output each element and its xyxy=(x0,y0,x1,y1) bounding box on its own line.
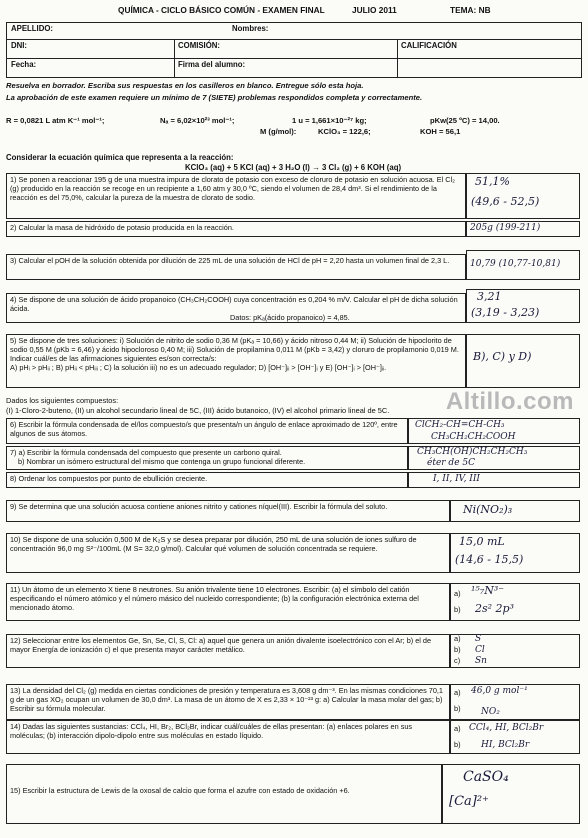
answer-15: CaSO₄ xyxy=(463,769,509,785)
question-10: 10) Se dispone de una solución 0,500 M de K₂S y se desea preparar por dilución, 250 mL de una solución de iones sulfuro de concentración 96,0 mg S²⁻/100mL (M S= 32,0 g/mol). Calcular qué volumen de solución concentrada se requiere. xyxy=(6,533,450,573)
question-4 xyxy=(6,293,466,323)
answer-box-8[interactable] xyxy=(408,472,580,488)
answer-13a: 46,0 g mol⁻¹ xyxy=(471,686,528,696)
answer-box-12[interactable] xyxy=(450,634,580,668)
label-b-12: b) xyxy=(454,645,461,654)
answer-8: I, II, IV, III xyxy=(433,474,480,484)
constant-r: R = 0,0821 L atm K⁻¹ mol⁻¹; xyxy=(6,116,105,125)
row-apellido xyxy=(7,23,581,40)
answer-box-1[interactable] xyxy=(466,173,580,219)
question-3: 3) Calcular el pOH de la solución obtenida por dilución de 225 mL de una solución de HCl de pH = 2,20 hasta un volumen final de 2,3 L. xyxy=(6,254,466,280)
question-11: 11) Un átomo de un elemento X tiene 8 neutrones. Su anión trivalente tiene 10 electrones. Escribir: (a) el símbolo del catión especificando el número atómico y el número másico del nucleido correspondiente; (b) la configuración electrónica externa del mencionado átomo. xyxy=(6,583,450,621)
answer-6b: CH₃CH₂CH₂COOH xyxy=(431,432,516,442)
reaction-equation: KClO₃ (aq) + 5 KCl (aq) + 3 H₂O (l) → 3 Cl₂ (g) + 6 KOH (aq) xyxy=(185,163,402,172)
constant-u: 1 u = 1,661×10⁻²⁷ kg; xyxy=(292,116,367,125)
answer-5: B), C) y D) xyxy=(473,350,532,363)
question-2: 2) Calcular la masa de hidróxido de potasio producida en la reacción. xyxy=(6,221,466,237)
student-info-grid xyxy=(6,22,582,78)
answer-11a: ¹⁵₇N³⁻ xyxy=(471,584,505,597)
question-13: 13) La densidad del Cl₂ (g) medida en ciertas condiciones de presión y temperatura es 3,608 g dm⁻³. En las mismas condiciones 70,1 g de un gas XO₂ ocupan un volumen de 30,0 dm³. La masa de un átomo de X es 2,33 × 10⁻²³ g: a) Calcular la masa molar del gas; b) Escribir su fórmula molecular. xyxy=(6,684,450,720)
answer-15-lewis: [Ca]²⁺ xyxy=(449,794,489,809)
question-7 xyxy=(6,446,408,470)
question-15: 15) Escribir la estructura de Lewis de la oxosal de calcio que forma el azufre con estado de oxidación +6. xyxy=(6,764,442,824)
answer-12c: Sn xyxy=(475,656,487,666)
question-14: 14) Dadas las siguientes sustancias: CCl₄, HI, Br₂, BCl₂Br, indicar cuál/cuáles de ellas presentan: (a) enlaces polares en sus moléculas; (b) interacción dipolo-dipolo entre sus moléculas en estado líquido. xyxy=(6,720,450,754)
question-5 xyxy=(6,334,466,388)
row-dni xyxy=(7,40,581,59)
question-8: 8) Ordenar los compuestos por punto de ebullición creciente. xyxy=(6,472,408,488)
answer-box-9[interactable] xyxy=(450,500,580,522)
firma-label: Firma del alumno: xyxy=(178,60,246,69)
question-6: 6) Escribir la fórmula condensada de el/los compuesto/s que presenta/n un ángulo de enlace aproximado de 120º, entre algunos de sus átomos. xyxy=(6,418,408,444)
exam-title: QUÍMICA - CICLO BÁSICO COMÚN - EXAMEN FINAL xyxy=(118,5,325,15)
instructions-line-2: La aprobación de este examen requiere un mínimo de 7 (SIETE) problemas respondidos completa y correctamente. xyxy=(6,93,423,102)
question-4-data: Datos: pKₐ(ácido propanoico) = 4,85. xyxy=(230,312,350,322)
molar-mass-koh: KOH = 56,1 xyxy=(420,127,461,136)
question-1: 1) Se ponen a reaccionar 195 g de una muestra impura de clorato de potasio con exceso de cloruro de potasio en solución acuosa. El Cl₂ (g) producido en la reacción se recoge en un recipiente a 1,60 atm y 30,0 ºC, siendo el volumen de 28,4 dm³. Si el rendimiento de la reacción es del 75,0%, calcular la pureza de la muestra de clorato de sodio. xyxy=(6,173,466,219)
label-b-11: b) xyxy=(454,605,461,614)
answer-box-14[interactable] xyxy=(450,720,580,754)
fecha-label: Fecha: xyxy=(11,60,37,69)
question-5-options: A) pHᵢ > pHᵢᵢ ; B) pHᵢᵢ < pHᵢᵢᵢ ; C) la solución iii) no es un adecuado regulador; D) [OH⁻]ᵢᵢ > [OH⁻]ᵢ y E) [OH⁻]ᵢ > [OH⁻]ᵢᵢ. xyxy=(10,362,387,372)
reaction-intro: Considerar la ecuación química que representa a la reacción: xyxy=(6,153,234,162)
answer-13b: NO₂ xyxy=(481,707,500,717)
apellido-label: APELLIDO: xyxy=(11,24,54,33)
instructions-line-1: Resuelva en borrador. Escriba sus respuestas en los casilleros en blanco. Entregue sólo esta hoja. xyxy=(6,81,364,90)
answer-box-11[interactable] xyxy=(450,583,580,621)
answer-10-range: (14,6 - 15,5) xyxy=(455,553,524,566)
molar-mass-kclo3: KClO₃ = 122,6; xyxy=(318,127,371,136)
dni-label: DNI: xyxy=(11,41,28,50)
compounds-list: (I) 1-Cloro-2-buteno, (II) un alcohol secundario lineal de 5C, (III) ácido butanoico, (IV) el alcohol primario lineal de 5C. xyxy=(6,406,390,415)
answer-3: 10,79 (10,77-10,81) xyxy=(470,259,561,269)
answer-6a: ClCH₂-CH=CH-CH₃ xyxy=(415,420,505,430)
constant-na: Nₐ = 6,02×10²³ mol⁻¹; xyxy=(160,116,235,125)
answer-14a: CCl₄, HI, BCl₂Br xyxy=(469,723,544,733)
answer-box-6[interactable] xyxy=(408,418,580,444)
molar-mass-label: M (g/mol): xyxy=(260,127,297,136)
answer-box-3[interactable] xyxy=(466,250,580,280)
answer-box-2[interactable] xyxy=(466,221,580,237)
comision-label: COMISIÓN: xyxy=(178,41,221,50)
answer-4-range: (3,19 - 3,23) xyxy=(471,306,540,319)
answer-box-15[interactable] xyxy=(442,764,580,824)
question-12: 12) Seleccionar entre los elementos Ge, Sn, Se, Cl, S, Cl: a) aquel que genera un anión divalente isoelectrónico con el Ar; b) el de mayor Energía de ionización c) el que presenta mayor carácter metálico. xyxy=(6,634,450,668)
answer-box-5[interactable] xyxy=(466,334,580,388)
question-7a: 7) a) Escribir la fórmula condensada del compuesto que presente un carbono quiral. xyxy=(10,448,282,457)
answer-2: 205g (199-211) xyxy=(470,223,541,233)
exam-date: JULIO 2011 xyxy=(352,5,397,15)
label-a-14: a) xyxy=(454,724,461,733)
answer-10: 15,0 mL xyxy=(459,535,505,548)
answer-7a: CH₃CH(OH)CH₂CH₂CH₃ xyxy=(417,447,528,457)
constant-pkw: pKw(25 ºC) = 14,00. xyxy=(430,116,500,125)
compounds-intro: Dados los siguientes compuestos: xyxy=(6,396,119,405)
question-4-text: 4) Se dispone de una solución de ácido propanoico (CH₃CH₂COOH) cuya concentración es 0,204 % m/V. Calcular el pH de dicha solución ácida. xyxy=(10,295,458,313)
row-fecha xyxy=(7,59,581,77)
answer-1: 51,1% xyxy=(475,175,510,188)
exam-tema: TEMA: NB xyxy=(450,5,491,15)
answer-14b: HI, BCl₂Br xyxy=(481,740,530,750)
question-7b: b) Nombrar un isómero estructural del mismo que contenga un grupo funcional diferente. xyxy=(18,456,306,466)
answer-9: Ni(NO₂)₃ xyxy=(463,503,513,516)
answer-box-13[interactable] xyxy=(450,684,580,720)
nombres-label: Nombres: xyxy=(232,24,269,33)
label-a-13: a) xyxy=(454,688,461,697)
calificacion-label: CALIFICACIÓN xyxy=(401,41,457,50)
label-c-12: c) xyxy=(454,656,461,665)
answer-12a: S xyxy=(475,634,482,644)
label-a-11: a) xyxy=(454,589,461,598)
question-5-text: 5) Se dispone de tres soluciones: i) Solución de nitrito de sodio 0,36 M (pKₐ = 10,66) y ácido nitroso 0,44 M; ii) Solución de hipoclorito de sodio 0,55 M (pKb = 6,46) y ácido hipocloroso 0,40 M; iii) Solución de propilamina 0,011 M (pKb = 3,42) y cloruro de propilamonio 0,019 M. Indicar cuál/es de las afirmaciones siguientes es/son correcta/s: xyxy=(10,336,459,363)
label-a-12: a) xyxy=(454,634,461,643)
answer-box-7[interactable] xyxy=(408,446,580,470)
watermark-logo: Altillo.com xyxy=(445,388,574,415)
label-b-14: b) xyxy=(454,740,461,749)
question-9: 9) Se determina que una solución acuosa contiene aniones nitrito y cationes níquel(III). Escribir la fórmula del soluto. xyxy=(6,500,450,522)
answer-12b: Cl xyxy=(475,645,485,655)
answer-4: 3,21 xyxy=(477,290,502,303)
label-b-13: b) xyxy=(454,704,461,713)
answer-7b: éter de 5C xyxy=(427,458,475,468)
answer-1-range: (49,6 - 52,5) xyxy=(471,195,540,208)
answer-box-4[interactable] xyxy=(466,289,580,323)
answer-box-10[interactable] xyxy=(450,533,580,573)
answer-11b: 2s² 2p³ xyxy=(475,602,514,615)
